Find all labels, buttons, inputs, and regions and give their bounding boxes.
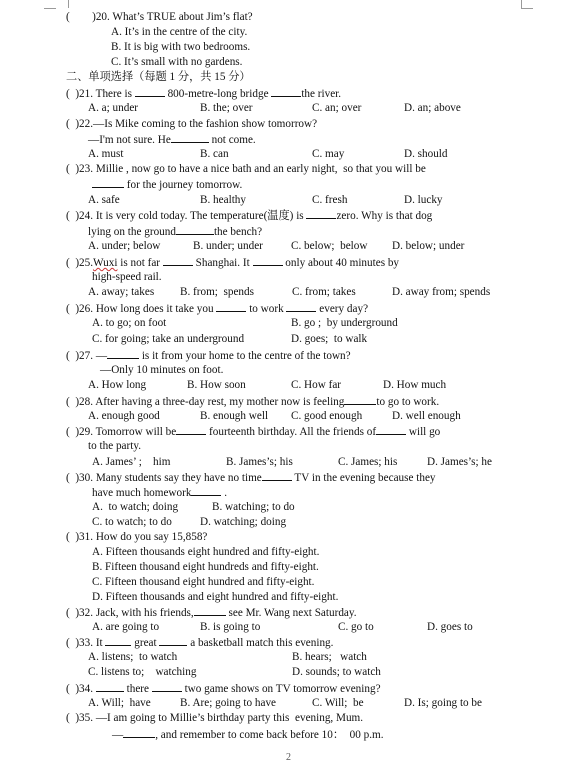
question-25-option: C. from; takes	[292, 286, 356, 298]
question-34-option: D. Is; going to be	[404, 697, 482, 709]
question-25-line2: high-speed rail.	[92, 271, 162, 283]
question-24-option: B. under; under	[193, 240, 263, 252]
question-32-option: B. is going to	[200, 621, 261, 633]
question-22-option: B. can	[200, 148, 229, 160]
page-number: 2	[286, 752, 291, 763]
question-24-stem: ( )24. It is very cold today. The temperature(温度) is zero. Why is that dog	[66, 210, 433, 222]
crop-mark	[521, 8, 533, 9]
question-32-option: C. go to	[338, 621, 374, 633]
question-23-option: D. lucky	[404, 194, 443, 206]
crop-mark	[44, 8, 56, 9]
question-29-option: A. James’ ; him	[92, 456, 171, 468]
question-23-option: A. safe	[88, 194, 120, 206]
question-27-option: C. How far	[291, 379, 342, 391]
question-26-stem: ( )26. How long does it take you to work every day?	[66, 303, 369, 315]
question-33-option: A. listens; to watch	[88, 651, 178, 663]
question-25-option: A. away; takes	[88, 286, 155, 298]
question-22-option: C. may	[312, 148, 345, 160]
question-24-option: A. under; below	[88, 240, 161, 252]
question-20-option-b: B. It is big with two bedrooms.	[111, 41, 251, 53]
question-31-stem: ( )31. How do you say 15,858?	[66, 531, 208, 543]
question-28-stem: ( )28. After having a three-day rest, my mother now is feeling to go to work.	[66, 396, 440, 408]
question-23-stem: ( )23. Millie , now go to have a nice bath and an early night, so that you will be	[66, 163, 426, 175]
question-35-line2: — , and remember to come back before 10： 00 p.m.	[112, 729, 384, 741]
question-23-option: C. fresh	[312, 194, 348, 206]
question-28-option: D. well enough	[392, 410, 461, 422]
question-29-line2: to the party.	[88, 440, 142, 452]
question-33-option: B. hears; watch	[292, 651, 367, 663]
question-25-option: B. from; spends	[180, 286, 254, 298]
question-28-option: B. enough well	[200, 410, 269, 422]
question-34-option: B. Are; going to have	[180, 697, 277, 709]
question-33-stem: ( )33. It great a basketball match this evening.	[66, 637, 334, 649]
question-21-option: A. a; under	[88, 102, 139, 114]
question-33-option: D. sounds; to watch	[292, 666, 381, 678]
question-30-line2: have much homework .	[92, 487, 228, 499]
question-21-option: D. an; above	[404, 102, 461, 114]
question-22-option: D. should	[404, 148, 448, 160]
question-22-line2: —I'm not sure. He not come.	[88, 134, 256, 146]
crop-mark	[56, 0, 69, 8]
question-35-stem: ( )35. —I am going to Millie’s birthday party this evening, Mum.	[66, 712, 364, 724]
question-20-option-c: C. It’s small with no gardens.	[111, 56, 243, 68]
question-27-option: B. How soon	[187, 379, 246, 391]
section-title: 二、单项选择（每题 1 分，共 15 分）	[66, 71, 251, 83]
question-30-stem: ( )30. Many students say they have no time TV in the evening because they	[66, 472, 436, 484]
question-34-stem: ( )34. there two game shows on TV tomorrow evening?	[66, 683, 381, 695]
question-27-option: D. How much	[383, 379, 447, 391]
question-32-option: D. goes to	[427, 621, 473, 633]
question-23-option: B. healthy	[200, 194, 246, 206]
question-27-line2: —Only 10 minutes on foot.	[100, 364, 224, 376]
question-21-option: B. the; over	[200, 102, 253, 114]
question-34-option: A. Will; have	[88, 697, 151, 709]
question-28-option: A. enough good	[88, 410, 160, 422]
question-26-option: D. goes; to walk	[291, 333, 368, 345]
question-24-option: C. below; below	[291, 240, 368, 252]
question-30-option: A. to watch; doing	[92, 501, 179, 513]
question-27-option: A. How long	[88, 379, 147, 391]
question-26-option: A. to go; on foot	[92, 317, 167, 329]
question-26-option: C. for going; take an underground	[92, 333, 245, 345]
question-22-option: A. must	[88, 148, 124, 160]
question-29-option: B. James’s; his	[226, 456, 293, 468]
question-31-option: C. Fifteen thousand eight hundred and fifty-eight.	[92, 576, 315, 588]
question-32-stem: ( )32. Jack, with his friends, see Mr. Wang next Saturday.	[66, 607, 357, 619]
question-23-line2: for the journey tomorrow.	[92, 177, 242, 192]
question-29-option: C. James; his	[338, 456, 398, 468]
question-31-option: A. Fifteen thousands eight hundred and fifty-eight.	[92, 546, 320, 558]
question-34-option: C. Will; be	[312, 697, 364, 709]
question-24-option: D. below; under	[392, 240, 465, 252]
question-31-option: D. Fifteen thousands and eight hundred and fifty-eight.	[92, 591, 339, 603]
question-26-option: B. go ; by underground	[291, 317, 398, 329]
question-20-stem: ( )20. What’s TRUE about Jim’s flat?	[66, 11, 253, 23]
question-32-option: A. are going to	[92, 621, 160, 633]
question-29-stem: ( )29. Tomorrow will be fourteenth birthday. All the friends of will go	[66, 426, 441, 438]
question-24-line2: lying on the ground the bench?	[88, 226, 263, 238]
question-33-option: C. listens to; watching	[88, 666, 197, 678]
question-29-option: D. James’s; he	[427, 456, 492, 468]
question-30-option: B. watching; to do	[212, 501, 295, 513]
question-20-option-a: A. It’s in the centre of the city.	[111, 26, 248, 38]
question-25-stem: ( )25.Wuxi is not far Shanghai. It only about 40 minutes by	[66, 257, 400, 269]
question-30-option: D. watching; doing	[200, 516, 287, 528]
question-31-option: B. Fifteen thousand eight hundreds and fifty-eight.	[92, 561, 319, 573]
question-22-stem: ( )22.—Is Mike coming to the fashion show tomorrow?	[66, 118, 318, 130]
question-21-option: C. an; over	[312, 102, 362, 114]
crop-mark	[521, 0, 534, 8]
question-25-option: D. away from; spends	[392, 286, 491, 298]
question-27-stem: ( )27. — is it from your home to the centre of the town?	[66, 350, 351, 362]
question-30-option: C. to watch; to do	[92, 516, 172, 528]
question-28-option: C. good enough	[291, 410, 363, 422]
question-21-stem: ( )21. There is 800-metre-long bridge the river.	[66, 88, 342, 100]
